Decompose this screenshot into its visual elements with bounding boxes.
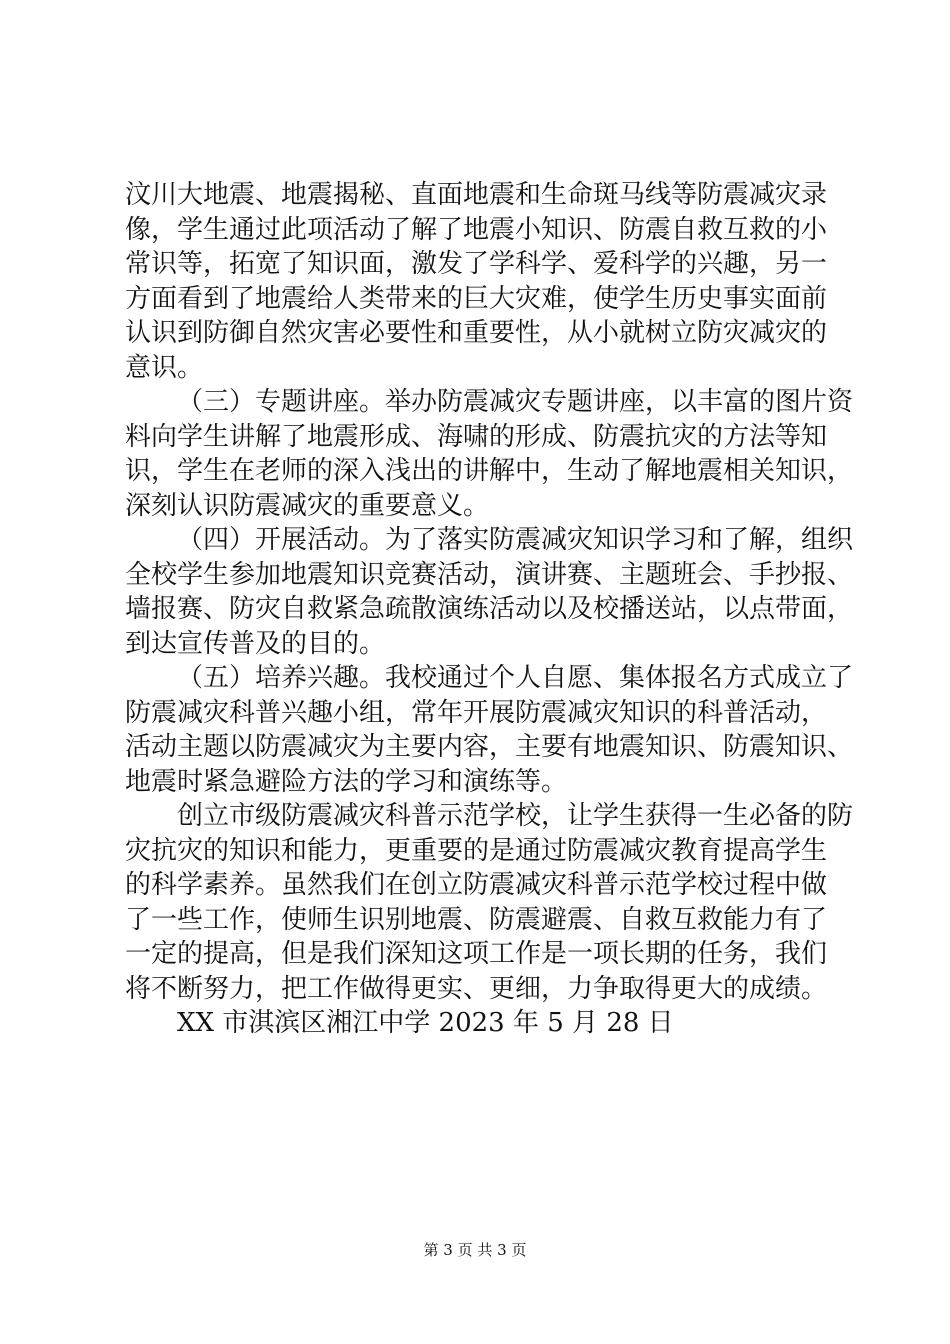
text-line: 防震减灾科普兴趣小组，常年开展防震减灾知识的科普活动，: [125, 697, 828, 728]
text-line: 认识到防御自然灾害必要性和重要性，从小就树立防灾减灾的: [125, 318, 828, 348]
text-line: 创立市级防震减灾科普示范学校，让学生获得一生必备的防: [177, 801, 854, 831]
text-line: 灾抗灾的知识和能力，更重要的是通过防震减灾教育提高学生: [125, 835, 828, 866]
text-line: 一定的提高，但是我们深知这项工作是一项长期的任务，我们: [125, 939, 828, 969]
text-line: 全校学生参加地震知识竞赛活动，演讲赛、主题班会、手抄报、: [125, 559, 854, 590]
text-line: （五）培养兴趣。我校通过个人自愿、集体报名方式成立了: [177, 663, 854, 693]
text-line: 识，学生在老师的深入浅出的讲解中，生动了解地震相关知识，: [125, 456, 854, 486]
text-line: 像，学生通过此项活动了解了地震小知识、防震自救互救的小: [125, 214, 828, 245]
text-line: 地震时紧急避险方法的学习和演练等。: [125, 766, 568, 797]
text-line: 常识等，拓宽了知识面，激发了学科学、爱科学的兴趣，另一: [125, 249, 828, 279]
text-line: 深刻认识防震减灾的重要意义。: [125, 490, 490, 521]
text-line: 料向学生讲解了地震形成、海啸的形成、防震抗灾的方法等知: [125, 421, 828, 452]
text-line: 将不断努力，把工作做得更实、更细，力争取得更大的成绩。: [125, 973, 828, 1004]
page-number: 第 3 页 共 3 页: [423, 1241, 527, 1259]
page-footer: [0, 1240, 950, 1260]
text-line: 了一些工作，使师生识别地震、防震避震、自救互救能力有了: [125, 904, 828, 935]
text-line: 意识。: [125, 352, 204, 383]
text-line: 墙报赛、防灾自救紧急疏散演练活动以及校播送站，以点带面，: [125, 594, 854, 624]
text-line: 的科学素养。虽然我们在创立防震减灾科普示范学校过程中做: [125, 870, 828, 900]
text-line: 活动主题以防震减灾为主要内容，主要有地震知识、防震知识、: [125, 732, 854, 762]
text-line: （四）开展活动。为了落实防震减灾知识学习和了解，组织: [177, 525, 854, 555]
text-line: 到达宣传普及的目的。: [125, 628, 386, 659]
text-line: 方面看到了地震给人类带来的巨大灾难，使学生历史事实面前: [125, 283, 828, 314]
document-body: [125, 178, 854, 1041]
text-line: 汶川大地震、地震揭秘、直面地震和生命斑马线等防震减灾录: [125, 180, 828, 210]
text-line: （三）专题讲座。举办防震减灾专题讲座，以丰富的图片资: [177, 387, 854, 417]
signature-line: XX 市淇滨区湘江中学 2023 年 5 月 28 日: [177, 1008, 674, 1038]
